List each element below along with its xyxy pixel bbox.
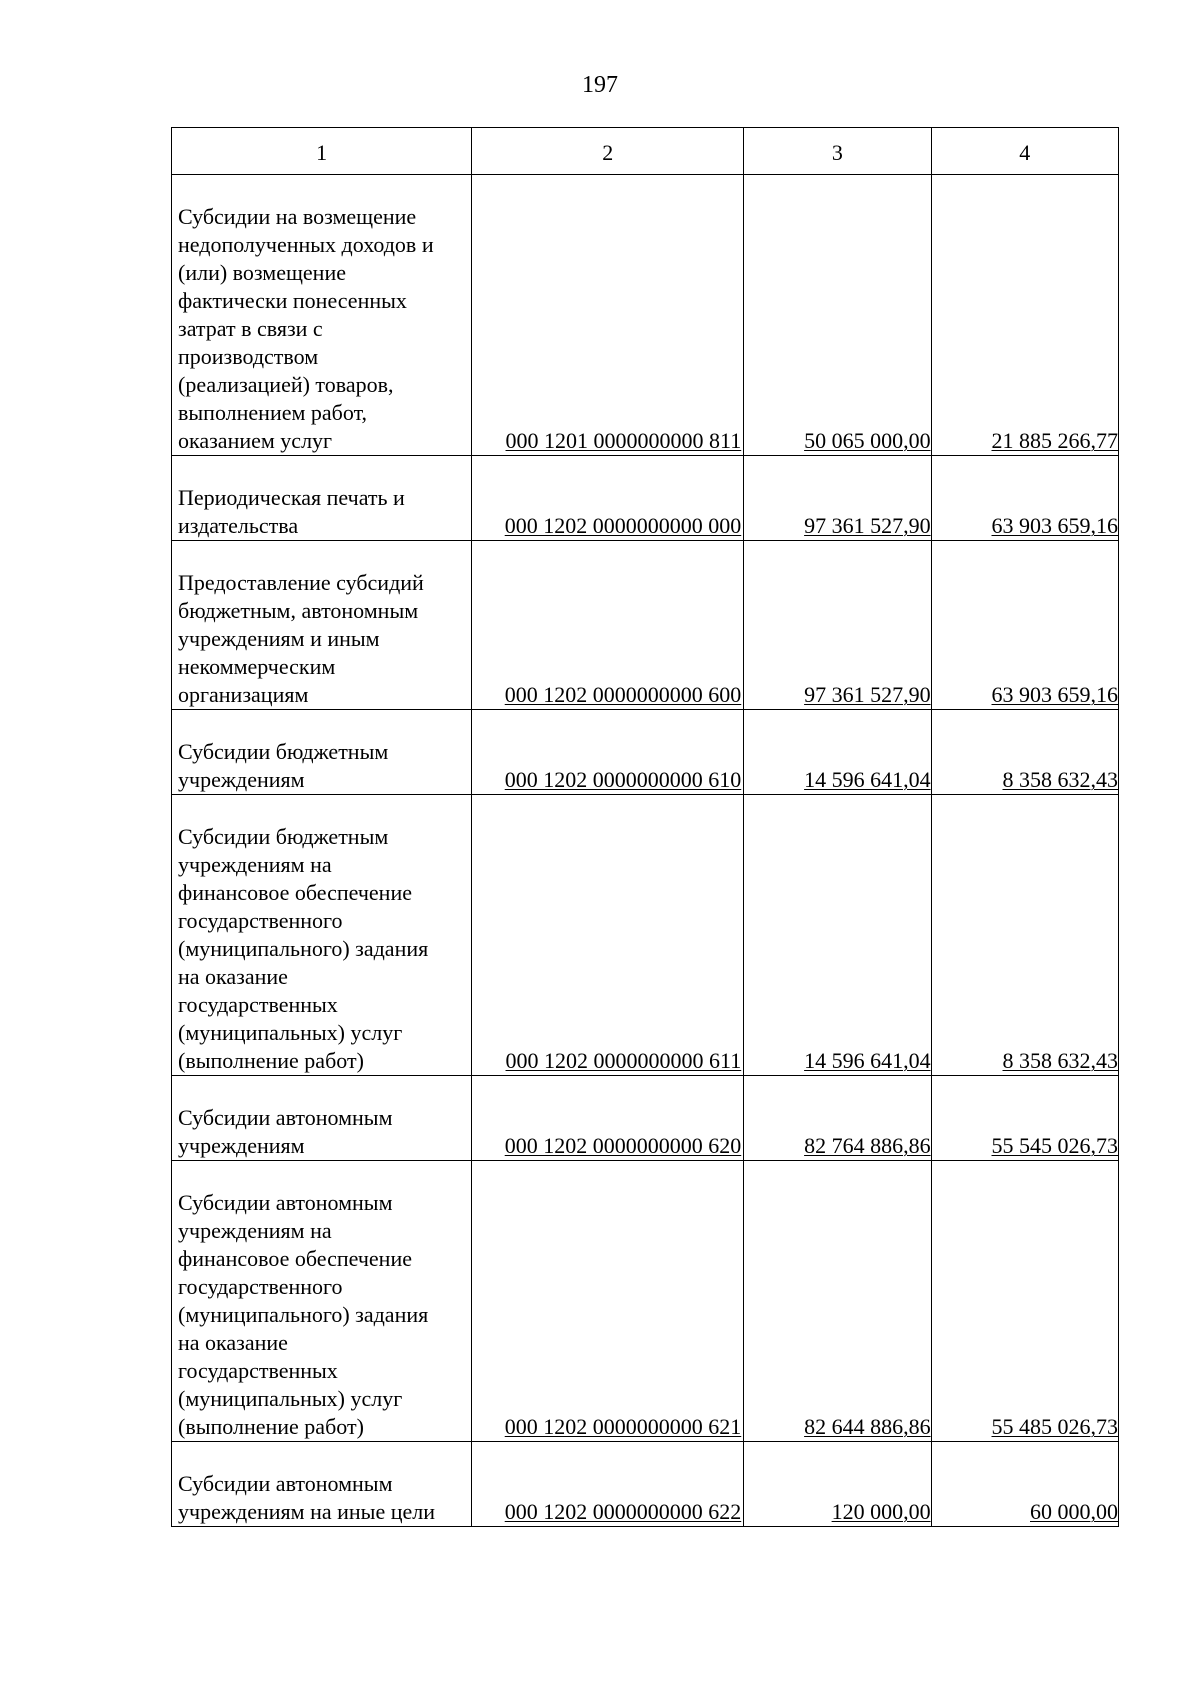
column-header-1: 1 <box>172 128 472 175</box>
row-code-text: 000 1202 0000000000 620 <box>504 1133 742 1158</box>
row-col4-text: 55 485 026,73 <box>991 1414 1118 1439</box>
row-col4-text: 21 885 266,77 <box>991 428 1118 453</box>
row-col4 <box>931 175 1118 456</box>
row-code <box>472 541 744 710</box>
row-col4-text: 63 903 659,16 <box>991 682 1118 707</box>
row-col3-text: 14 596 641,04 <box>804 1048 931 1073</box>
row-col3 <box>744 541 931 710</box>
row-col4 <box>931 456 1118 541</box>
row-col3 <box>744 175 931 456</box>
table-row <box>172 1161 1119 1442</box>
row-code <box>472 795 744 1076</box>
row-col3 <box>744 795 931 1076</box>
row-name: Субсидии автономным учреждениям на финансовое обеспечение государственного (муниципального) задания на оказание государственных (муниципальных) услуг (выполнение работ) <box>172 1161 472 1442</box>
table-row <box>172 1076 1119 1161</box>
row-name: Субсидии автономным учреждениям на иные цели <box>172 1442 472 1527</box>
row-col4 <box>931 1161 1118 1442</box>
table-row <box>172 541 1119 710</box>
row-code <box>472 175 744 456</box>
row-code <box>472 1076 744 1161</box>
row-col3 <box>744 1442 931 1527</box>
table-row <box>172 175 1119 456</box>
row-col3-text: 120 000,00 <box>831 1499 931 1524</box>
page-number: 197 <box>582 72 618 98</box>
column-header-2: 2 <box>472 128 744 175</box>
row-col4-text: 63 903 659,16 <box>991 513 1118 538</box>
row-col3 <box>744 1076 931 1161</box>
column-header-3: 3 <box>744 128 931 175</box>
row-col4-text: 55 545 026,73 <box>991 1133 1118 1158</box>
table-row <box>172 1442 1119 1527</box>
row-code <box>472 710 744 795</box>
row-code <box>472 456 744 541</box>
row-col4-text: 8 358 632,43 <box>1002 767 1118 792</box>
row-name: Субсидии бюджетным учреждениям на финансовое обеспечение государственного (муниципального) задания на оказание государственных (муниципальных) услуг (выполнение работ) <box>172 795 472 1076</box>
row-code-text: 000 1202 0000000000 611 <box>505 1048 742 1073</box>
column-header-4: 4 <box>931 128 1118 175</box>
row-name: Субсидии автономным учреждениям <box>172 1076 472 1161</box>
row-code-text: 000 1201 0000000000 811 <box>505 428 742 453</box>
row-col4 <box>931 1076 1118 1161</box>
row-col3-text: 82 644 886,86 <box>804 1414 931 1439</box>
table-row <box>172 795 1119 1076</box>
row-name: Периодическая печать и издательства <box>172 456 472 541</box>
table-row <box>172 710 1119 795</box>
table-header-row <box>172 128 1119 175</box>
row-name: Субсидии бюджетным учреждениям <box>172 710 472 795</box>
row-code-text: 000 1202 0000000000 600 <box>504 682 742 707</box>
row-code-text: 000 1202 0000000000 610 <box>504 767 742 792</box>
row-code-text: 000 1202 0000000000 621 <box>504 1414 742 1439</box>
row-col3 <box>744 710 931 795</box>
row-code <box>472 1161 744 1442</box>
row-col3 <box>744 456 931 541</box>
row-col3-text: 97 361 527,90 <box>804 682 931 707</box>
row-name: Предоставление субсидий бюджетным, автономным учреждениям и иным некоммерческим организациям <box>172 541 472 710</box>
row-col3-text: 82 764 886,86 <box>804 1133 931 1158</box>
row-col3 <box>744 1161 931 1442</box>
budget-table <box>171 127 1119 1527</box>
row-col3-text: 97 361 527,90 <box>804 513 931 538</box>
row-col4 <box>931 795 1118 1076</box>
row-col4 <box>931 1442 1118 1527</box>
row-col4 <box>931 710 1118 795</box>
row-col4-text: 60 000,00 <box>1030 1499 1118 1524</box>
row-col3-text: 14 596 641,04 <box>804 767 931 792</box>
row-col3-text: 50 065 000,00 <box>804 428 931 453</box>
table-row <box>172 456 1119 541</box>
row-code-text: 000 1202 0000000000 622 <box>504 1499 742 1524</box>
row-col4-text: 8 358 632,43 <box>1002 1048 1118 1073</box>
row-name: Субсидии на возмещение недополученных доходов и (или) возмещение фактически понесенных затрат в связи с производством (реализацией) товаров, выполнением работ, оказанием услуг <box>172 175 472 456</box>
row-code <box>472 1442 744 1527</box>
row-col4 <box>931 541 1118 710</box>
row-code-text: 000 1202 0000000000 000 <box>504 513 742 538</box>
